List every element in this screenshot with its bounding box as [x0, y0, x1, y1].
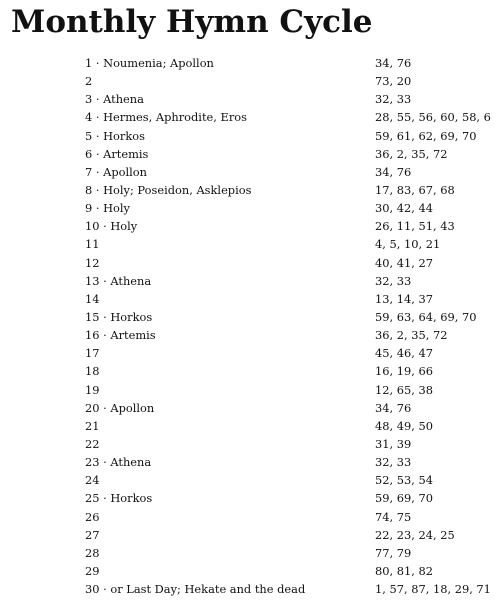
hymns-cell: 13, 14, 37: [375, 291, 433, 306]
day-cell: 23 · Athena: [85, 455, 152, 470]
day-cell: 5 · Horkos: [85, 128, 145, 143]
hymns-cell: 32, 33: [375, 273, 412, 288]
hymns-cell: 31, 39: [375, 437, 412, 452]
hymns-cell: 52, 53, 54: [375, 473, 433, 488]
table-row: [85, 199, 500, 217]
day-cell: 20 · Apollon: [85, 400, 155, 415]
day-cell: 3 · Athena: [85, 92, 144, 107]
hymn-table: [85, 54, 500, 598]
day-cell: 15 · Horkos: [85, 310, 153, 325]
table-row: [85, 580, 500, 598]
table-row: [85, 254, 500, 272]
hymns-cell: 30, 42, 44: [375, 201, 433, 216]
table-row: [85, 562, 500, 580]
table-row: [85, 163, 500, 181]
hymns-cell: 28, 55, 56, 60, 58, 6: [375, 110, 491, 125]
table-row: [85, 508, 500, 526]
day-cell: 13 · Athena: [85, 273, 152, 288]
hymns-cell: 1, 57, 87, 18, 29, 71: [375, 582, 491, 597]
hymns-cell: 17, 83, 67, 68: [375, 183, 455, 198]
table-row: [85, 54, 500, 72]
hymns-cell: 32, 33: [375, 92, 412, 107]
day-cell: 21: [85, 418, 100, 433]
hymns-cell: 36, 2, 35, 72: [375, 146, 448, 161]
day-cell: 7 · Apollon: [85, 164, 147, 179]
table-row: [85, 72, 500, 90]
table-row: [85, 362, 500, 380]
day-cell: 16 · Artemis: [85, 328, 156, 343]
table-row: [85, 308, 500, 326]
hymns-cell: 74, 75: [375, 509, 412, 524]
hymns-cell: 34, 76: [375, 400, 412, 415]
day-cell: 12: [85, 255, 100, 270]
table-row: [85, 435, 500, 453]
table-row: [85, 217, 500, 235]
day-cell: 24: [85, 473, 100, 488]
day-cell: 2: [85, 74, 93, 89]
hymns-cell: 40, 41, 27: [375, 255, 433, 270]
table-row: [85, 526, 500, 544]
table-row: [85, 145, 500, 163]
hymns-cell: 34, 76: [375, 56, 412, 71]
day-cell: 19: [85, 382, 100, 397]
hymns-cell: 80, 81, 82: [375, 564, 433, 578]
day-cell: 28: [85, 545, 100, 560]
day-cell: 11: [85, 237, 100, 252]
table-row: [85, 235, 500, 253]
table-row: [85, 326, 500, 344]
hymns-cell: 45, 46, 47: [375, 346, 433, 361]
day-cell: 9 · Holy: [85, 201, 130, 216]
day-cell: 25 · Horkos: [85, 491, 153, 506]
hymns-cell: 73, 20: [375, 74, 412, 89]
day-cell: 4 · Hermes, Aphrodite, Eros: [85, 110, 247, 125]
day-cell: 1 · Noumenia; Apollon: [85, 56, 214, 71]
hymns-cell: 59, 61, 62, 69, 70: [375, 128, 477, 143]
table-row: [85, 290, 500, 308]
table-row: [85, 381, 500, 399]
hymns-cell: 4, 5, 10, 21: [375, 237, 441, 252]
day-cell: 22: [85, 437, 100, 452]
hymns-cell: 48, 49, 50: [375, 418, 433, 433]
table-row: [85, 471, 500, 489]
day-cell: 29: [85, 564, 100, 578]
table-row: [85, 399, 500, 417]
hymns-cell: 22, 23, 24, 25: [375, 527, 455, 542]
day-cell: 6 · Artemis: [85, 146, 149, 161]
day-cell: 10 · Holy: [85, 219, 138, 234]
table-row: [85, 544, 500, 562]
table-row: [85, 453, 500, 471]
hymns-cell: 32, 33: [375, 455, 412, 470]
day-cell: 17: [85, 346, 100, 361]
table-row: [85, 181, 500, 199]
day-cell: 30 · or Last Day; Hekate and the dead: [85, 582, 306, 597]
hymns-cell: 16, 19, 66: [375, 364, 433, 379]
hymns-cell: 26, 11, 51, 43: [375, 219, 455, 234]
day-cell: 8 · Holy; Poseidon, Asklepios: [85, 183, 252, 198]
page-title: Monthly Hymn Cycle: [11, 4, 373, 40]
table-row: [85, 489, 500, 507]
day-cell: 26: [85, 509, 100, 524]
hymns-cell: 34, 76: [375, 164, 412, 179]
table-row: [85, 127, 500, 145]
table-row: [85, 417, 500, 435]
hymns-cell: 59, 69, 70: [375, 491, 433, 506]
day-cell: 27: [85, 527, 100, 542]
hymns-cell: 36, 2, 35, 72: [375, 328, 448, 343]
hymns-cell: 12, 65, 38: [375, 382, 433, 397]
table-row: [85, 90, 500, 108]
table-row: [85, 344, 500, 362]
hymns-cell: 77, 79: [375, 545, 412, 560]
day-cell: 18: [85, 364, 100, 379]
table-row: [85, 108, 500, 126]
hymns-cell: 59, 63, 64, 69, 70: [375, 310, 477, 325]
day-cell: 14: [85, 291, 100, 306]
table-row: [85, 272, 500, 290]
